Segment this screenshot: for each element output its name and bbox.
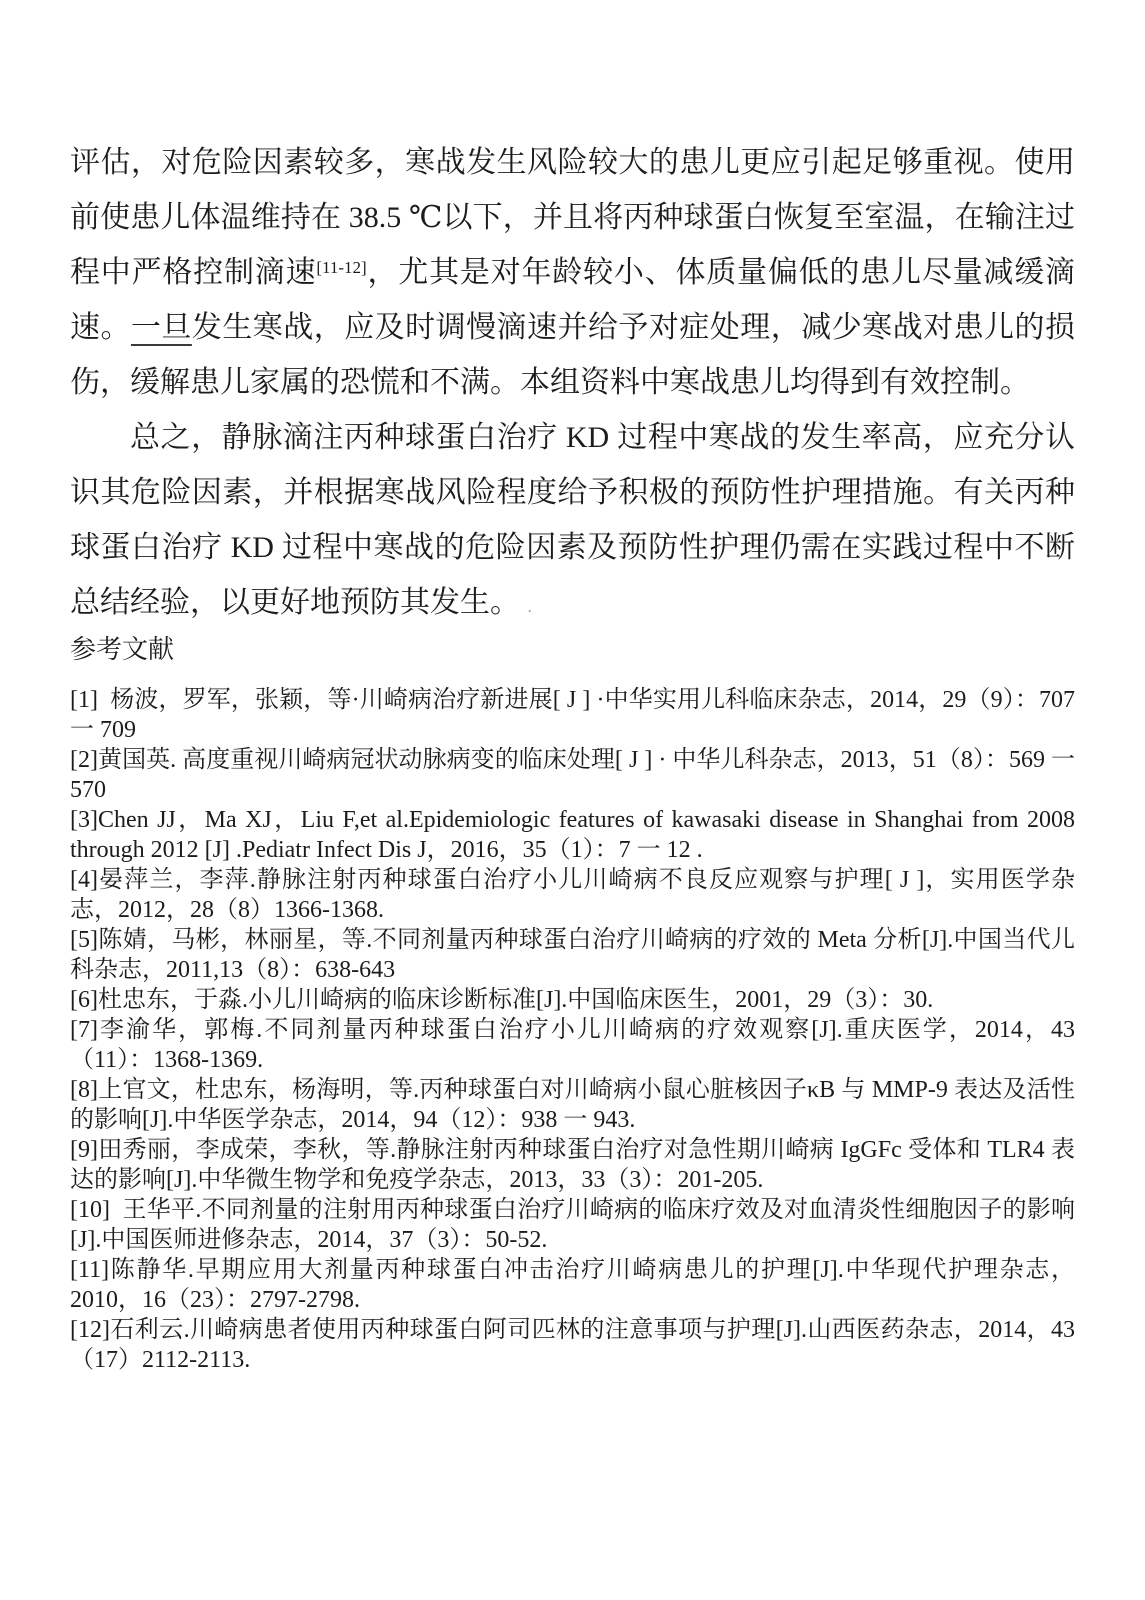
paragraph-text-mid: ，尤其是对年龄较小、体质量偏低的患儿尽量减缓滴速。	[70, 256, 1075, 344]
reference-item: [2]黄国英. 高度重视川崎病冠状动脉病变的临床处理[ J ] · 中华儿科杂志，2013，51（8）：569 一 570	[70, 747, 1075, 803]
reference-item: [6]杜忠东，于淼.小儿川崎病的临床诊断标准[J].中国临床医生，2001，29（3）：30.	[70, 987, 934, 1013]
reference-item: [1] 杨波，罗军，张颖，等·川崎病治疗新进展[ J ] ·中华实用儿科临床杂志，2014，29（9）：707 一 709	[70, 687, 1075, 743]
paragraph-text-after: 发生寒战，应及时调慢滴速并给予对症处理，减少寒战对患儿的损伤，缓解患儿家属的恐慌和不满。本组资料中寒战患儿均得到有效控制。	[70, 311, 1075, 399]
references-heading: 参考文献	[70, 635, 175, 664]
reference-item: [3]Chen JJ，Ma XJ，Liu F,et al.Epidemiologic features of kawasaki disease in Shanghai from 2008 through 2012 [J] .Pediatr Infect Dis J，2016，35（1）：7 一 12 .	[70, 807, 1075, 863]
references-list	[70, 685, 1075, 1375]
reference-item: [11]陈静华.早期应用大剂量丙种球蛋白冲击治疗川崎病患儿的护理[J].中华现代护理杂志，2010，16（23）：2797-2798.	[70, 1257, 1075, 1313]
reference-item: [8]上官文，杜忠东，杨海明，等.丙种球蛋白对川崎病小鼠心脏核因子κB 与 MMP-9 表达及活性的影响[J].中华医学杂志，2014，94（12）：938 一 943.	[70, 1077, 1075, 1133]
stray-mark: .	[527, 596, 532, 616]
paragraph-text-before-citation: 评估，对危险因素较多，寒战发生风险较大的患儿更应引起足够重视。使用前使患儿体温维持在 38.5 ℃以下，并且将丙种球蛋白恢复至室温，在输注过程中严格控制滴速	[70, 146, 1075, 289]
reference-item: [12]石利云.川崎病患者使用丙种球蛋白阿司匹林的注意事项与护理[J].山西医药杂志，2014，43（17）2112-2113.	[70, 1317, 1075, 1373]
reference-item: [4]晏萍兰，李萍.静脉注射丙种球蛋白治疗小儿川崎病不良反应观察与护理[ J ]，实用医学杂志，2012，28（8）1366-1368.	[70, 867, 1075, 923]
reference-item: [9]田秀丽，李成荣，李秋，等.静脉注射丙种球蛋白治疗对急性期川崎病 IgGFc 受体和 TLR4 表达的影响[J].中华微生物学和免疫学杂志，2013，33（3）：201-205.	[70, 1137, 1075, 1193]
reference-item: [7]李渝华，郭梅.不同剂量丙种球蛋白治疗小儿川崎病的疗效观察[J].重庆医学，2014，43（11）：1368-1369.	[70, 1017, 1075, 1073]
underlined-phrase: 一旦	[130, 311, 192, 344]
paragraph-prevention	[70, 135, 1075, 410]
reference-item: [10] 王华平.不同剂量的注射用丙种球蛋白治疗川崎病的临床疗效及对血清炎性细胞因子的影响[J].中国医师进修杂志，2014，37（3）：50-52.	[70, 1197, 1075, 1253]
citation-superscript: [11-12]	[316, 258, 367, 277]
paragraph-summary	[70, 410, 1075, 634]
summary-text: 总之，静脉滴注丙种球蛋白治疗 KD 过程中寒战的发生率高，应充分认识其危险因素，并根据寒战风险程度给予积极的预防性护理措施。有关丙种球蛋白治疗 KD 过程中寒战的危险因素及预防性护理仍需在实践过程中不断总结经验，以更好地预防其发生。	[70, 421, 1075, 619]
reference-item: [5]陈婧，马彬，林丽星，等.不同剂量丙种球蛋白治疗川崎病的疗效的 Meta 分析[J].中国当代儿科杂志，2011,13（8）：638-643	[70, 927, 1075, 983]
